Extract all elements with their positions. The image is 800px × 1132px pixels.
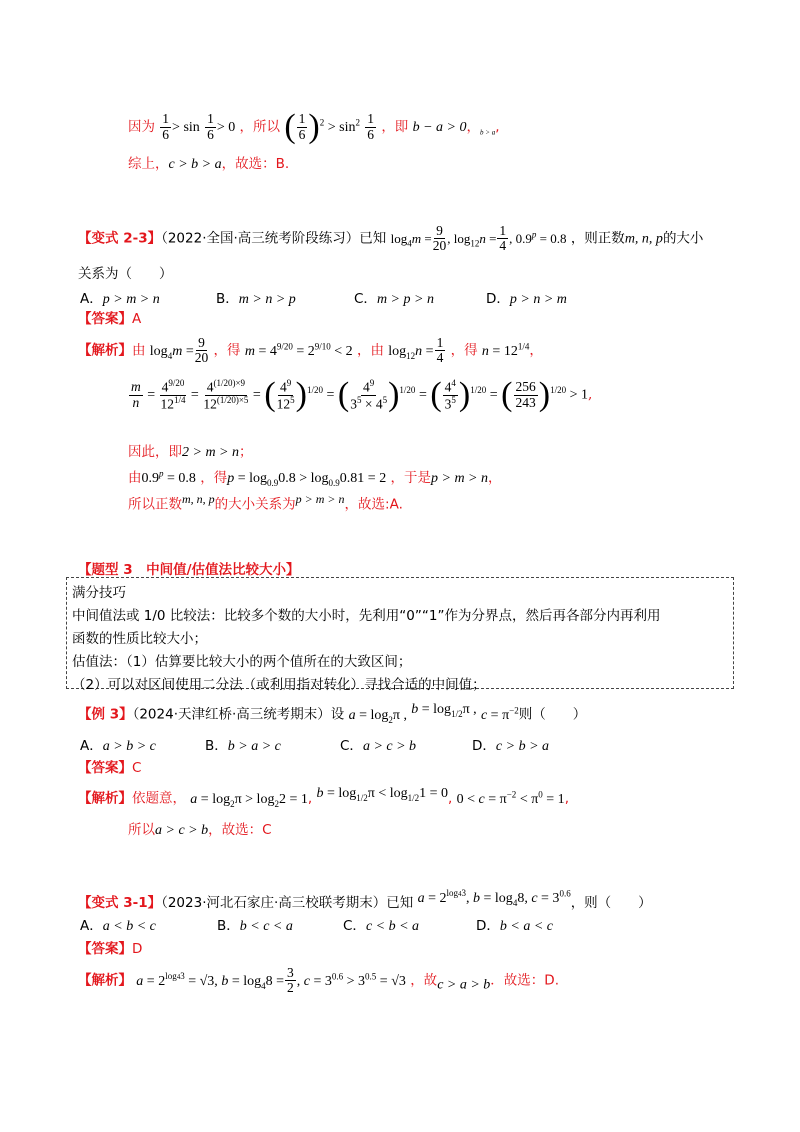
opt-math: b < a < c	[499, 919, 554, 934]
ex23-answer	[78, 307, 141, 327]
tips-line2: 函数的性质比较大小；	[72, 631, 207, 647]
opt-letter: D．	[486, 291, 510, 307]
answer-value: A	[132, 311, 142, 327]
ex31-option-a	[80, 914, 156, 935]
text: （2022·全国·高三统考阶段练习）已知	[161, 230, 387, 247]
tips-line3: 估值法：（1）估算要比较大小的两个值所在的大致区间；	[72, 654, 412, 670]
ex23-analysis-line4: 由$0.9^p = 0.8$ ，得$p = \log_{0.9}0.8 > \log_{0.9}0.81 = 2$ ，于是p > m > n，	[128, 468, 502, 488]
text: ，则正数	[570, 230, 625, 247]
opt-math: a > b > c	[102, 739, 156, 754]
ex31-stem: 【变式 3-1】（2023·河北石家庄·高三校联考期末）已知 $a = 2^{log43}$, $b = \log_48$, $c = 3^{0.6}$，则（ ）	[78, 888, 652, 912]
opt-math: a > c > b	[362, 739, 417, 754]
ex31-answer	[78, 937, 142, 957]
answer-value: D	[132, 941, 143, 957]
ex23-stem: 【变式 2-3】（2022·全国·高三统考阶段练习）已知 $\log_4m$ = $\frac{9}{20}$ , $\log_{12}n$ = $\frac{1}{4}$ , $0.9^p = 0.8$ ，则正数m, n, p的大小	[78, 223, 704, 254]
opt-math: p > m > n	[102, 292, 160, 307]
math: ( $\frac{1}{6}$ )$^2 > \sin^2$	[284, 108, 360, 145]
text: ，	[529, 342, 543, 359]
text: ；	[239, 444, 253, 460]
ex23-option-a	[80, 287, 160, 308]
ex23-analysis-line1: 【解析】由 $\log_4m$ = $\frac{9}{20}$ ，得 $m = 4^{9/20} = 2^{9/10} < 2$ ，由 $\log_{12}n$ = $\frac{1}{4}$ ，得 $n = 12^{1/4}$，	[78, 335, 543, 366]
opt-math: a < b < c	[102, 919, 156, 934]
text: 则（ ）	[518, 706, 587, 723]
text: 因为	[128, 119, 155, 135]
opt-letter: D．	[472, 738, 496, 754]
text: ，所以	[239, 119, 281, 135]
text: 因此，即	[128, 444, 182, 460]
opt-math: c > b > a	[495, 739, 550, 754]
label: 【解析】	[78, 790, 132, 807]
ex3-option-c	[340, 734, 416, 755]
ex23-analysis-ratio: $\frac{m}{n}$ = $\frac{4^{9/20}}{12^{1/4}}$ = $\frac{4^{(1/20)\times 9}}{12^{(1/20)\times 5}}$ = ( $\frac{4^9}{12^5}$ )$^{1/20}$ = ( $\frac{4^9}{3^5 \times 4^5}$ )$^{1/20}$ = ( $\frac{4^4}{3^5}$ )$^{1/20}$ = ( $\frac{256}{243}$ )$^{1/20}$ > 1,	[131, 376, 593, 413]
math: b − a > 0	[412, 120, 467, 135]
text: 综上，	[128, 156, 169, 172]
ex3-option-d	[472, 734, 549, 755]
label: 【答案】	[78, 941, 132, 957]
opt-letter: B．	[205, 738, 228, 754]
opt-letter: C．	[340, 738, 363, 754]
text: 的大小关系为	[214, 496, 296, 513]
text: ，得	[200, 470, 228, 486]
math: m, n, p	[624, 231, 663, 247]
opt-letter: A．	[80, 291, 103, 307]
text: ，故选:A.	[344, 496, 403, 513]
ex31-option-d	[476, 914, 553, 935]
ex23-analysis-line5: 所以正数m, n, p的大小关系为p > m > n，故选:A.	[128, 492, 403, 513]
opt-letter: C．	[354, 291, 377, 307]
ex23-option-d	[486, 287, 567, 308]
ex3-stem: 【例 3】（2024·天津红桥·高三统考期末）设 $a = \log_2\pi$ , $b = \log_{1/2}\pi$ , $c = \pi^{-2}$则（ ）	[78, 702, 587, 725]
label: 【解析】	[78, 972, 132, 989]
ex3-option-a	[80, 734, 156, 755]
tips-heading: 满分技巧	[72, 585, 126, 601]
opt-math: b < c < a	[239, 919, 293, 934]
text: （2023·河北石家庄·高三校联考期末）已知	[161, 895, 414, 912]
text: ，	[466, 119, 481, 135]
ex3-option-b	[205, 734, 281, 755]
opt-letter: B．	[217, 918, 240, 934]
text: 由	[132, 342, 146, 359]
section-title: 【题型 3 中间值/估值法比较大小】	[78, 562, 300, 578]
ex23-stem-line2: 关系为（ ）	[78, 266, 173, 282]
ex31-option-c	[343, 914, 419, 935]
math: $\frac{1}{6}$	[207, 111, 214, 142]
text: ．故选：D.	[490, 972, 559, 989]
label: 【变式 3-1】	[78, 895, 162, 912]
text: ，得	[213, 342, 241, 359]
opt-letter: B．	[216, 291, 239, 307]
ex23-option-c	[354, 287, 434, 308]
sec1-line1: 因为 $\frac{1}{6}$ > sin $\frac{1}{6}$ > 0 ，所以 ( $\frac{1}{6}$ )$^2 > \sin^2$ $\frac{1}{6}$ ，即 b − a > 0，$_{b > a}$,	[128, 108, 500, 145]
text: ，由	[356, 342, 384, 359]
text: ，得	[450, 342, 478, 359]
label: 【例 3】	[78, 706, 133, 723]
opt-letter: D．	[476, 918, 500, 934]
text: ，即	[381, 119, 409, 135]
opt-letter: A．	[80, 738, 103, 754]
ex3-analysis-line1: 【解析】依题意， $a = \log_2\pi > \log_22 = 1$, $b = \log_{1/2}\pi < \log_{1/2}1 = 0$, $0 < c = \pi^{-2} < \pi^0 = 1$,	[78, 786, 569, 809]
ex23-option-b	[216, 287, 296, 308]
math: $\frac{1}{6}$	[367, 111, 375, 142]
label: 【解析】	[78, 342, 132, 359]
ex23-analysis-line3: 因此，即2 > m > n；	[128, 444, 253, 460]
text: （2024·天津红桥·高三统考期末）设	[132, 706, 345, 723]
text: ，故选：C	[208, 822, 272, 838]
sec1-line2: 综上，c > b > a，故选：B.	[128, 156, 290, 172]
opt-math: m > n > p	[238, 292, 296, 307]
text: 所以正数	[128, 496, 182, 513]
text: ，故	[410, 972, 438, 989]
ex3-answer	[78, 756, 141, 776]
text: 所以	[128, 822, 155, 838]
tips-line1: 中间值法或 1/0 比较法：比较多个数的大小时，先利用“0”“1”作为分界点，然后再各部分内再利用	[72, 608, 661, 624]
label: 【变式 2-3】	[78, 230, 162, 247]
ex31-option-b	[217, 914, 293, 935]
opt-math: p > n > m	[509, 292, 567, 307]
label: 【答案】	[78, 760, 132, 776]
opt-math: c < b < a	[365, 919, 420, 934]
text: 依题意，	[132, 790, 186, 807]
opt-letter: C．	[343, 918, 366, 934]
text: 由	[128, 470, 142, 486]
math: $\frac{1}{6}$	[162, 111, 170, 142]
text: ，	[488, 470, 502, 486]
text: ，于是	[390, 470, 431, 486]
opt-letter: A．	[80, 918, 103, 934]
opt-math: m > p > n	[376, 292, 434, 307]
answer-value: C	[132, 760, 142, 776]
ex31-analysis-line1: 【解析】 $a = 2^{log43} = √3$, $b = \log_48$ = $\frac{3}{2}$ , $c = 3^{0.6} > 3^{0.5} = √3$ ，故c > a > b．故选：D.	[78, 965, 559, 996]
text: ，则（ ）	[570, 895, 652, 912]
tips-line4: （2）可以对区间使用二分法（或利用指对转化）寻找合适的中间值；	[72, 677, 486, 693]
opt-math: b > a > c	[227, 739, 281, 754]
text: 的大小	[662, 230, 704, 247]
text: ，故选：B.	[221, 156, 290, 172]
label: 【答案】	[78, 311, 132, 327]
ex3-analysis-line2: 所以a > c > b，故选：C	[128, 822, 272, 838]
